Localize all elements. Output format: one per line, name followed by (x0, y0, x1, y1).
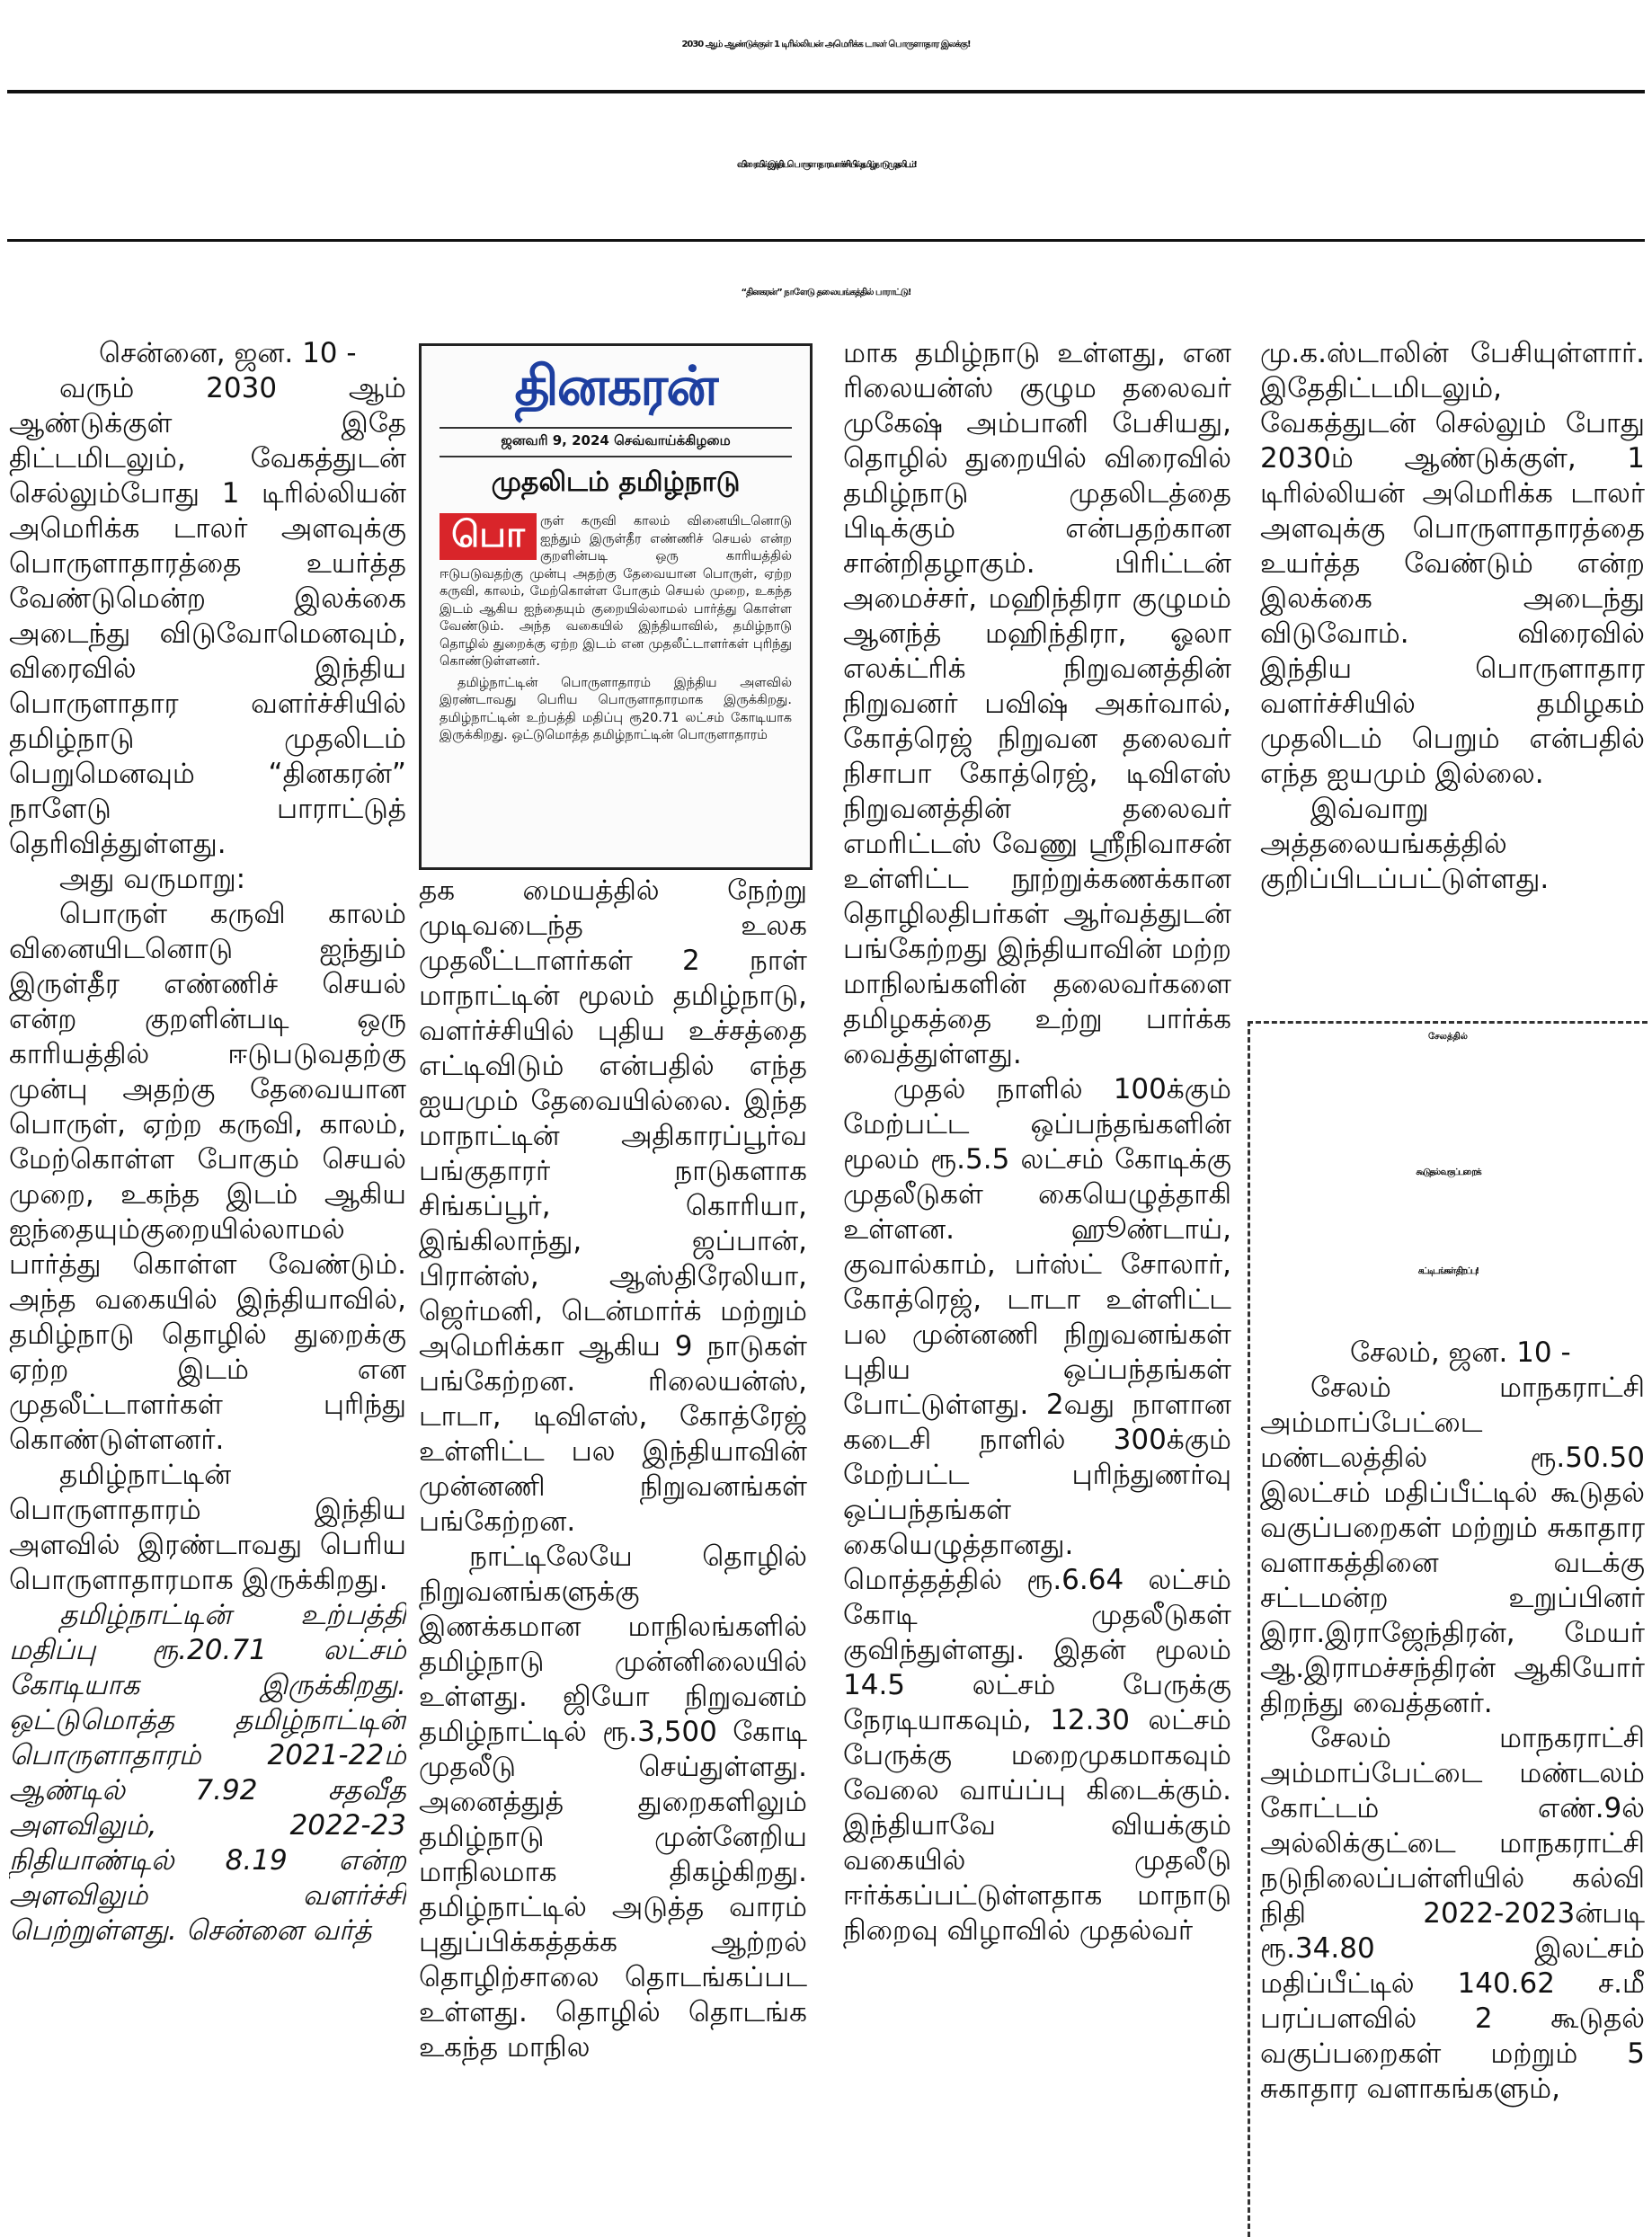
kicker-headline: 2030 ஆம் ஆண்டுக்குள் 1 டிரில்லியன் அமெரிக்க டாலர் பொருளாதார இலக்கு! (681, 40, 971, 49)
clipping-rule (440, 456, 792, 457)
main-headline: விரைவில் இந்திய பொருளாதார வளர்ச்சியில் தமிழ்நாடு முதலிடம்! (737, 160, 915, 170)
clipping-title: முதலிடம் தமிழ்நாடு (491, 466, 741, 498)
article-paragraph: அது வருமாறு: (59, 863, 246, 895)
clipping-date: ஜனவரி 9, 2024 செவ்வாய்க்கிழமை (501, 432, 731, 448)
clipping-paragraph: ருள் கருவி காலம் வினையிடனொடு ஐந்தும் இருள்தீர எண்ணிச் செயல் என்ற குறளின்படி ஒரு காரியத்தில் ஈடுபடுவதற்கு முன்பு அதற்கு தேவையான பொருள், ஏற்ற கருவி, காலம், மேற்கொள்ள போகும் செயல் முறை, உகந்த இடம் ஆகிய ஐந்தையும் குறையில்லாமல் பார்த்து கொள்ள வேண்டும். அந்த வகையில் இந்தியாவில், தமிழ்நாடு தொழில் துறைக்கு ஏற்ற இடம் என முதலீட்டாளர்கள் புரிந்து கொண்டுள்ளனர். (440, 514, 792, 669)
sub-headline: “தினகரன்” நாளேடு தலையங்கத்தில் பாராட்டு! (741, 288, 911, 297)
clipping-drop-cap: பொ (440, 513, 537, 560)
article-paragraph: முதல் நாளில் 100க்கும் மேற்பட்ட ஒப்பந்தங்களின் மூலம் ரூ.5.5 லட்சம் கோடிக்கு முதலீடுகள் கையெழுத்தாகி உள்ளன. ஹூண்டாய், குவால்காம், பர்ஸ்ட் சோலார், கோத்ரெஜ், டாடா உள்ளிட்ட பல முன்னணி நிறுவனங்கள் புதிய ஒப்பந்தங்கள் போட்டுள்ளது. 2வது நாளான கடைசி நாளில் 300க்கும் மேற்பட்ட புரிந்துணர்வு ஒப்பந்தங்கள் கையெழுத்தானது. மொத்தத்தில் ரூ.6.64 லட்சம் கோடி முதலீடுகள் குவிந்துள்ளது. இதன் மூலம் 14.5 லட்சம் பேருக்கு நேரடியாகவும், 12.30 லட்சம் பேருக்கு மறைமுகமாகவும் வேலை வாய்ப்பு கிடைக்கும். இந்தியாவே வியக்கும் வகையில் முதலீடு ஈர்க்கப்பட்டுள்ளதாக மாநாடு நிறைவு விழாவில் முதல்வர் (843, 1073, 1231, 1947)
article-paragraph: நாட்டிலேயே தொழில் நிறுவனங்களுக்கு இணக்கமான மாநிலங்களில் தமிழ்நாடு முன்னிலையில் உள்ளது. ஜியோ நிறுவனம் தமிழ்நாட்டில் ரூ.3,500 கோடி முதலீடு செய்துள்ளது. அனைத்துத் துறைகளிலும் தமிழ்நாடு முன்னேறிய மாநிலமாக திகழ்கிறது. தமிழ்நாட்டில் அடுத்த வாரம் புதுப்பிக்கத்தக்க ஆற்றல் தொழிற்சாலை தொடங்கப்பட உள்ளது. தொழில் தொடங்க உகந்த மாநில (419, 1540, 807, 2064)
article-paragraph: இவ்வாறு அத்தலையங்கத்தில் குறிப்பிடப்பட்டுள்ளது. (1260, 793, 1550, 895)
article-paragraph: தமிழ்நாட்டின் உற்பத்தி மதிப்பு ரூ.20.71 லட்சம் கோடியாக இருக்கிறது. ஒட்டுமொத்த தமிழ்நாட்டின் பொருளாதாரம் 2021-22ம் ஆண்டில் 7.92 சதவீத அளவிலும், 2022-23 நிதியாண்டில் 8.19 என்ற அளவிலும் வளர்ச்சி பெற்றுள்ளது. சென்னை வர்த் (9, 1599, 406, 1947)
article-paragraph: மு.க.ஸ்டாலின் பேசியுள்ளார். இதேதிட்டமிடலும், வேகத்துடன் செல்லும் போது 2030ம் ஆண்டுக்குள், 1 டிரில்லியன் அமெரிக்க டாலர் அளவுக்கு பொருளாதாரத்தை உயர்த்த வேண்டும் என்ற இலக்கை அடைந்து விடுவோம். விரைவில் இந்திய பொருளாதார வளர்ச்சியில் தமிழகம் முதலிடம் பெறும் என்பதில் எந்த ஐயமும் இல்லை. (1260, 337, 1645, 790)
dinakaran-logo: தினகரன் (514, 355, 717, 418)
clipping-paragraph: தமிழ்நாட்டின் பொருளாதாரம் இந்திய அளவில் இரண்டாவது பெரிய பொருளாதாரமாக இருக்கிறது. தமிழ்நாட்டின் உற்பத்தி மதிப்பு ரூ20.71 லட்சம் கோடியாக இருக்கிறது. ஒட்டுமொத்த தமிழ்நாட்டின் பொருளாதாரம் (440, 675, 792, 742)
sidebar-headline-line: கூடுதல் வகுப்பறைக் (1416, 1167, 1480, 1177)
sidebar-kicker: சேலத்தில் (1428, 1032, 1468, 1042)
dateline: சேலம், ஜன. 10 - (1350, 1336, 1571, 1369)
article-paragraph: தமிழ்நாட்டின் பொருளாதாரம் இந்திய அளவில் இரண்டாவது பெரிய பொருளாதாரமாக இருக்கிறது. (9, 1459, 406, 1596)
article-paragraph: மாக தமிழ்நாடு உள்ளது, என ரிலையன்ஸ் குழும தலைவர் முகேஷ் அம்பானி பேசியது, தொழில் துறையில் விரைவில் தமிழ்நாடு முதலிடத்தை பிடிக்கும் என்பதற்கான சான்றிதழாகும். பிரிட்டன் அமைச்சர், மஹிந்திரா குழுமம் ஆனந்த் மஹிந்திரா, ஓலா எலக்ட்ரிக் நிறுவனத்தின் நிறுவனர் பவிஷ் அகர்வால், கோத்ரெஜ் நிறுவன தலைவர் நிசாபா கோத்ரெஜ், டிவிஎஸ் நிறுவனத்தின் தலைவர் எமரிட்டஸ் வேணு ஸ்ரீநிவாசன் உள்ளிட்ட நூற்றுக்கணக்கான தொழிலதிபர்கள் ஆர்வத்துடன் பங்கேற்றது இந்தியாவின் மற்ற மாநிலங்களின் தலைவர்களை தமிழகத்தை உற்று பார்க்க வைத்துள்ளது. (843, 337, 1231, 1070)
dateline: சென்னை, ஜன. 10 - (99, 337, 357, 369)
article-paragraph: பொருள் கருவி காலம் வினையிடனொடு ஐந்தும் இருள்தீர எண்ணிச் செயல் என்ற குறளின்படி ஒரு காரியத்தில் ஈடுபடுவதற்கு முன்பு அதற்கு தேவையான பொருள், ஏற்ற கருவி, காலம், மேற்கொள்ள போகும் செயல் முறை, உகந்த இடம் ஆகிய ஐந்தையும்குறையில்லாமல் பார்த்து கொள்ள வேண்டும். அந்த வகையில் இந்தியாவில், தமிழ்நாடு தொழில் துறைக்கு ஏற்ற இடம் என முதலீட்டாளர்கள் புரிந்து கொண்டுள்ளனர். (9, 898, 406, 1456)
article-column-1 (9, 336, 406, 2234)
article-column-4 (1260, 336, 1645, 1001)
sidebar-column (1260, 1336, 1645, 2234)
article-column-2 (419, 874, 807, 2234)
clipping-body (440, 513, 792, 745)
article-paragraph: வரும் 2030 ஆம் ஆண்டுக்குள் இதே திட்டமிடலும், வேகத்துடன் செல்லும்போது 1 டிரில்லியன் அமெரிக்க டாலர் அளவுக்கு பொருளாதாரத்தை உயர்த்த வேண்டுமென்ற இலக்கை அடைந்து விடுவோமெனவும், விரைவில் இந்திய பொருளாதார வளர்ச்சியில் தமிழ்நாடு முதலிடம் பெறுமெனவும் “தினகரன்” நாளேடு பாராட்டுத் தெரிவித்துள்ளது. (9, 372, 406, 860)
headline-rule (7, 239, 1645, 242)
article-paragraph: தக மையத்தில் நேற்று முடிவடைந்த உலக முதலீட்டாளர்கள் 2 நாள் மாநாட்டின் மூலம் தமிழ்நாடு, வளர்ச்சியில் புதிய உச்சத்தை எட்டிவிடும் என்பதில் எந்த ஐயமும் தேவையில்லை. இந்த மாநாட்டின் அதிகாரப்பூர்வ பங்குதாரர் நாடுகளாக சிங்கப்பூர், கொரியா, இங்கிலாந்து, ஜப்பான், பிரான்ஸ், ஆஸ்திரேலியா, ஜெர்மனி, டென்மார்க் மற்றும் அமெரிக்கா ஆகிய 9 நாடுகள் பங்கேற்றன. ரிலையன்ஸ், டாடா, டிவிஎஸ், கோத்ரேஜ் உள்ளிட்ட பல இந்தியாவின் முன்னணி நிறுவனங்கள் பங்கேற்றன. (419, 874, 807, 1538)
sidebar-headline-line: கட்டிடங்கள் திறப்பு! (1417, 1266, 1479, 1276)
sidebar-headline (1251, 1123, 1645, 1321)
article-column-3 (843, 336, 1231, 2234)
article-paragraph: சேலம் மாநகராட்சி அம்மாப்பேட்டை மண்டலம் கோட்டம் எண்.9ல் அல்லிக்குட்டை மாநகராட்சி நடுநிலைப்பள்ளியில் கல்வி நிதி 2022-2023ன்படி ரூ.34.80 இலட்சம் மதிப்பீட்டில் 140.62 ச.மீ பரப்பளவில் 2 கூடுதல் வகுப்பறைகள் மற்றும் 5 சுகாதார வளாகங்களும், (1260, 1722, 1645, 2105)
newspaper-clipping (419, 343, 813, 870)
article-paragraph: சேலம் மாநகராட்சி அம்மாப்பேட்டை மண்டலத்தில் ரூ.50.50 இலட்சம் மதிப்பீட்டில் கூடுதல் வகுப்பறைகள் மற்றும் சுகாதார வளாகத்தினை வடக்கு சட்டமன்ற உறுப்பினர் இரா.இராஜேந்திரன், மேயர் ஆ.இராமச்சந்திரன் ஆகியோர் திறந்து வைத்தனர். (1260, 1371, 1645, 1719)
clipping-rule (440, 427, 792, 429)
